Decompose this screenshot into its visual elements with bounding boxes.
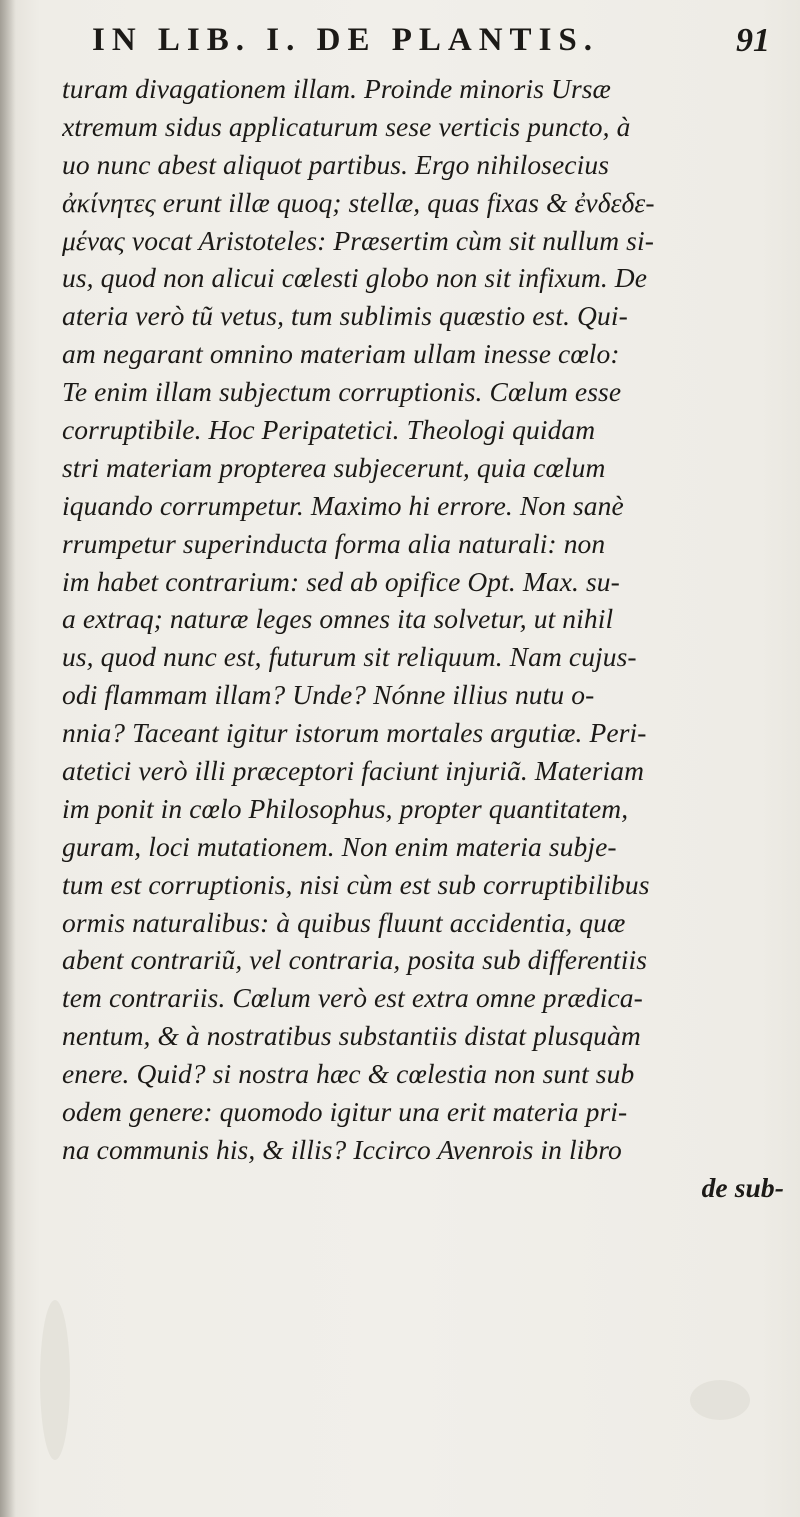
text-line: odi flammam illam? Unde? Nónne illius nutu o- [62,679,595,711]
text-line: ἀκίνητες erunt illæ quoq; stellæ, quas fixas & ἐνδεδε- [62,186,655,218]
body-text [62,70,792,1207]
gutter-shadow [0,0,16,1517]
text-line: ormis naturalibus: à quibus fluunt accidentia, quæ [62,906,626,938]
catchword: de sub- [701,1171,784,1203]
page-header [0,22,800,66]
paper-stain [690,1380,750,1420]
text-line: enere. Quid? si nostra hæc & cœlestia non sunt sub [62,1058,635,1090]
text-line: ateria verò tũ vetus, tum sublimis quæstio est. Qui- [62,300,628,332]
text-line: μένας vocat Aristoteles: Præsertim cùm sit nullum si- [62,224,654,256]
page-number: 91 [736,22,770,59]
text-line: Te enim illam subjectum corruptionis. Cœlum esse [62,376,622,408]
text-line: guram, loci mutationem. Non enim materia subje- [62,830,617,862]
text-line: odem genere: quomodo igitur una erit materia pri- [62,1096,628,1128]
running-head: IN LIB. I. DE PLANTIS. [92,22,600,58]
text-line: nnia? Taceant igitur istorum mortales argutiæ. Peri- [62,717,647,749]
text-line: atetici verò illi præceptori faciunt injuriã. Materiam [62,755,645,787]
text-line: xtremum sidus applicaturum sese verticis puncto, à [62,110,631,142]
text-line: iquando corrumpetur. Maximo hi errore. Non sanè [62,489,624,521]
text-line: uo nunc abest aliquot partibus. Ergo nihilosecius [62,148,609,180]
text-line: tem contrariis. Cœlum verò est extra omne prædica- [62,982,643,1014]
text-line: us, quod nunc est, futurum sit reliquum. Nam cujus- [62,641,637,673]
paper-stain [40,1300,70,1460]
text-line: turam divagationem illam. Proinde minoris Ursæ [62,73,612,104]
text-line: nentum, & à nostratibus substantiis distat plusquàm [62,1020,641,1052]
text-line: a extraq; naturæ leges omnes ita solvetur, ut nihil [62,603,614,635]
text-line: na communis his, & illis? Iccirco Avenrois in libro [62,1133,622,1165]
text-line: stri materiam propterea subjecerunt, quia cœlum [62,451,606,483]
text-line: im ponit in cœlo Philosophus, propter quantitatem, [62,792,629,824]
text-line: corruptibile. Hoc Peripatetici. Theologi quidam [62,414,596,446]
text-line: abent contrariũ, vel contraria, posita sub differentiis [62,944,648,976]
text-line: us, quod non alicui cœlesti globo non sit infixum. De [62,262,648,294]
text-line: tum est corruptionis, nisi cùm est sub corruptibilibus [62,868,650,900]
text-line: im habet contrarium: sed ab opifice Opt. Max. su- [62,565,620,597]
text-line: am negarant omnino materiam ullam inesse cœlo: [62,338,620,370]
text-line: rrumpetur superinducta forma alia naturali: non [62,527,606,559]
